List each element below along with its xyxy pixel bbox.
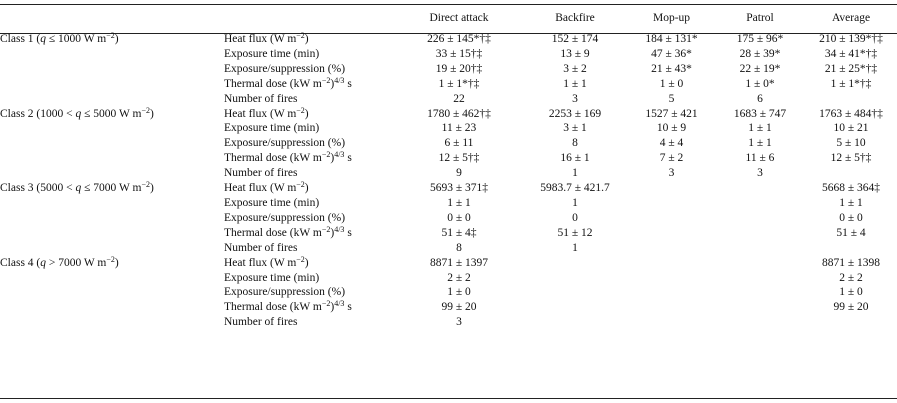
metric-label: Heat flux (W m (224, 182, 297, 195)
metric-label-cell (224, 256, 396, 271)
metric-tail: ) (304, 107, 309, 120)
class-condition: ≤ 5000 W m (81, 107, 142, 120)
metric-label: Exposure/suppression (%) (224, 211, 346, 224)
value-cell (522, 285, 628, 300)
class-variable: q (75, 182, 82, 195)
bottom-rule (0, 398, 897, 399)
metric-label: Exposure/suppression (%) (224, 286, 346, 299)
value-cell (628, 226, 715, 241)
table-row (0, 181, 897, 196)
value-cell: 51 ± 4‡ (441, 226, 477, 239)
class-condition: > 7000 W m (46, 256, 107, 269)
value-cell: 16 ± 1 (560, 152, 590, 165)
value-cell: 1 ± 1 (748, 137, 772, 150)
value-cell: 51 ± 4 (836, 226, 866, 239)
value-cell: 3 (757, 167, 763, 180)
value-cell: 11 ± 6 (745, 152, 775, 165)
class-condition: ≤ 7000 W m (81, 182, 142, 195)
value-cell: 22 (453, 92, 465, 105)
value-cell: 8871 ± 1398 (821, 256, 881, 269)
value-cell: 0 (572, 211, 578, 224)
class-exponent: −2 (141, 180, 150, 190)
metric-label-cell (224, 211, 396, 226)
value-cell: 1 ± 1 (839, 196, 863, 209)
value-cell: 10 ± 9 (656, 122, 687, 135)
class-label-cell (0, 77, 224, 92)
value-cell (628, 241, 715, 256)
table-row (0, 285, 897, 300)
table-row (0, 271, 897, 286)
value-cell: 1 (572, 167, 578, 180)
value-cell: 1683 ± 747 (733, 107, 787, 120)
class-label-cell (0, 121, 224, 136)
value-cell: 1 (572, 196, 578, 209)
value-cell: 1 ± 0 (839, 286, 863, 299)
value-cell: 152 ± 174 (551, 33, 599, 45)
value-cell (628, 181, 715, 196)
metric-label-cell (224, 300, 396, 315)
table-row (0, 226, 897, 241)
value-cell (715, 285, 805, 300)
metric-label: Number of fires (224, 92, 298, 105)
value-cell: 3 (668, 167, 675, 180)
value-cell (522, 271, 628, 286)
value-cell: 1 ± 1*†‡ (830, 77, 872, 90)
class-close: ) (114, 33, 119, 45)
class-exponent: −2 (106, 31, 115, 40)
class-label-cell (0, 211, 224, 226)
class-close: ) (149, 182, 154, 195)
table-row (0, 77, 897, 92)
metric-label-cell (224, 62, 396, 77)
column-header: Mop-up (652, 12, 691, 24)
class-label-cell (0, 241, 224, 256)
value-cell: 33 ± 15†‡ (435, 47, 483, 60)
class-label-cell (0, 196, 224, 211)
value-cell: 8 (572, 137, 578, 150)
value-cell (715, 300, 805, 315)
column-header: Direct attack (429, 12, 489, 24)
value-cell (628, 285, 715, 300)
class-label-cell (0, 256, 224, 271)
metric-label: Number of fires (224, 241, 298, 254)
value-cell (628, 211, 715, 226)
value-cell: 3 (572, 92, 578, 105)
value-cell: 51 ± 12 (557, 226, 593, 239)
metric-tail-2: s (344, 301, 352, 314)
value-cell (715, 226, 805, 241)
metric-tail: ) (330, 77, 335, 90)
column-header: Backfire (555, 12, 595, 24)
metric-tail-2: s (344, 77, 352, 90)
metric-label: Heat flux (W m (224, 33, 297, 45)
value-cell: 1 ± 0 (659, 77, 684, 90)
value-cell: 1780 ± 462†‡ (427, 107, 491, 120)
metric-tail-2: s (344, 152, 352, 165)
value-cell: 0 ± 0 (447, 211, 471, 224)
table-row (0, 256, 897, 271)
metric-label-cell (224, 107, 396, 122)
metric-exponent-2: 4/3 (334, 150, 345, 160)
metric-exponent-2: 4/3 (334, 224, 345, 234)
value-cell (715, 241, 805, 256)
metric-exponent: −2 (321, 150, 331, 160)
metric-label-cell (224, 226, 396, 241)
class-label-cell (0, 181, 224, 196)
metric-label: Number of fires (224, 316, 298, 329)
metric-label: Exposure/suppression (%) (224, 137, 346, 150)
column-header: Average (831, 12, 871, 24)
value-cell: 19 ± 20†‡ (435, 62, 483, 75)
metric-label-cell (224, 151, 396, 166)
metric-label-cell (224, 181, 396, 196)
metric-label: Exposure time (min) (224, 271, 320, 284)
class-exponent: −2 (106, 254, 115, 264)
metric-label: Heat flux (W m (224, 107, 297, 120)
value-cell: 22 ± 19* (739, 62, 781, 75)
metric-exponent-2: 4/3 (334, 299, 345, 309)
metric-tail: ) (330, 301, 335, 314)
value-cell: 0 ± 0 (839, 211, 863, 224)
value-cell (715, 211, 805, 226)
value-cell (522, 300, 628, 315)
value-cell: 10 ± 21 (833, 122, 869, 135)
value-cell (522, 256, 628, 271)
header-blank-metric (224, 5, 396, 32)
value-cell: 8871 ± 1397 (429, 256, 489, 269)
table-row (0, 62, 897, 77)
value-cell: 13 ± 9 (560, 47, 590, 60)
value-cell: 2253 ± 169 (548, 107, 602, 120)
class-label-cell (0, 92, 224, 107)
value-cell: 5 ± 10 (836, 137, 866, 150)
table-row (0, 121, 897, 136)
value-cell: 1 ± 1 (563, 77, 587, 90)
value-cell (715, 315, 805, 330)
value-cell: 3 ± 1 (563, 122, 587, 135)
class-variable: q (40, 33, 46, 45)
value-cell: 1763 ± 484†‡ (819, 107, 883, 120)
value-cell: 210 ± 139*†‡ (819, 33, 883, 45)
metric-label-cell (224, 196, 396, 211)
metric-tail: ) (330, 226, 335, 239)
table-row (0, 136, 897, 151)
value-cell: 1 ± 1*†‡ (438, 77, 480, 90)
value-cell: 11 ± 23 (441, 122, 477, 135)
table-row (0, 166, 897, 181)
metric-tail-2: s (344, 226, 352, 239)
metric-exponent: −2 (321, 224, 331, 234)
table-row (0, 107, 897, 122)
class-label-cell (0, 136, 224, 151)
value-cell (628, 300, 715, 315)
value-cell: 1 (572, 241, 578, 254)
value-cell (522, 315, 628, 330)
value-cell: 99 ± 20 (441, 301, 477, 314)
value-cell: 2 ± 2 (839, 271, 863, 284)
value-cell (805, 241, 897, 256)
value-cell: 1527 ± 421 (645, 107, 698, 120)
class-label-cell (0, 315, 224, 330)
class-label-cell (0, 285, 224, 300)
table-row (0, 47, 897, 62)
metric-exponent: −2 (296, 31, 305, 40)
metric-exponent: −2 (296, 180, 305, 190)
class-condition: ≤ 1000 W m (46, 33, 107, 45)
class-label-cell (0, 300, 224, 315)
metric-label-cell (224, 136, 396, 151)
metric-label-cell (224, 241, 396, 256)
class-label: Class 3 (5000 < (0, 182, 76, 195)
value-cell: 1 ± 1 (447, 196, 471, 209)
class-label-cell (0, 226, 224, 241)
metric-tail: ) (304, 33, 309, 45)
metric-tail: ) (304, 182, 309, 195)
value-cell: 8 (456, 241, 462, 254)
class-label: Class 1 ( (0, 33, 41, 45)
value-cell: 3 ± 2 (563, 62, 587, 75)
class-label-cell (0, 62, 224, 77)
value-cell (715, 256, 805, 271)
value-cell: 5693 ± 371‡ (429, 182, 489, 195)
class-variable: q (40, 256, 46, 269)
value-cell: 226 ± 145*†‡ (427, 33, 491, 45)
value-cell: 2 ± 2 (447, 271, 471, 284)
value-cell: 1 ± 0 (447, 286, 471, 299)
class-label-cell (0, 47, 224, 62)
class-label-cell (0, 166, 224, 181)
table-row (0, 211, 897, 226)
value-cell: 7 ± 2 (659, 152, 684, 165)
table-row (0, 300, 897, 315)
metric-label: Thermal dose (kW m (224, 152, 322, 165)
header-row (0, 5, 897, 32)
value-cell: 5 (668, 92, 675, 105)
value-cell: 47 ± 36* (651, 47, 692, 60)
value-cell (628, 271, 715, 286)
value-cell (628, 315, 715, 330)
metric-label: Thermal dose (kW m (224, 77, 322, 90)
value-cell: 34 ± 41*†‡ (824, 47, 878, 60)
metric-tail: ) (330, 152, 335, 165)
metric-exponent: −2 (296, 105, 305, 115)
value-cell (715, 181, 805, 196)
metric-label: Exposure/suppression (%) (224, 62, 346, 75)
metric-label: Heat flux (W m (224, 256, 297, 269)
class-exponent: −2 (141, 105, 150, 115)
metric-label-cell (224, 32, 396, 47)
column-header: Patrol (746, 12, 774, 24)
value-cell (805, 92, 897, 107)
class-close: ) (149, 107, 154, 120)
table-row (0, 32, 897, 47)
metric-exponent-2: 4/3 (334, 75, 345, 85)
metric-label: Exposure time (min) (224, 122, 320, 135)
value-cell: 12 ± 5†‡ (438, 152, 480, 165)
metric-label-cell (224, 121, 396, 136)
table-row (0, 196, 897, 211)
value-cell: 184 ± 131* (645, 33, 698, 45)
value-cell (715, 271, 805, 286)
value-cell: 175 ± 96* (736, 33, 784, 45)
value-cell: 28 ± 39* (739, 47, 781, 60)
metric-label: Thermal dose (kW m (224, 301, 322, 314)
value-cell (805, 315, 897, 330)
metric-exponent: −2 (321, 299, 331, 309)
value-cell: 21 ± 25*†‡ (824, 62, 878, 75)
value-cell: 6 ± 11 (444, 137, 474, 150)
class-variable: q (75, 107, 82, 120)
metric-label-cell (224, 285, 396, 300)
data-table (0, 5, 897, 330)
header-blank-class (0, 5, 224, 32)
value-cell: 3 (456, 316, 462, 329)
value-cell: 21 ± 43* (651, 62, 692, 75)
metric-tail: ) (304, 256, 309, 269)
class-label-cell (0, 151, 224, 166)
metric-exponent: −2 (296, 254, 305, 264)
metric-label: Thermal dose (kW m (224, 226, 322, 239)
class-label-cell (0, 271, 224, 286)
metric-label-cell (224, 166, 396, 181)
value-cell (715, 196, 805, 211)
metric-exponent: −2 (321, 75, 331, 85)
value-cell: 1 ± 0* (745, 77, 775, 90)
value-cell (628, 196, 715, 211)
value-cell: 1 ± 1 (748, 122, 772, 135)
table-row (0, 92, 897, 107)
value-cell: 5668 ± 364‡ (821, 182, 881, 195)
class-label-cell (0, 32, 224, 47)
table-row (0, 241, 897, 256)
class-close: ) (114, 256, 119, 269)
value-cell: 99 ± 20 (833, 301, 869, 314)
metric-label-cell (224, 47, 396, 62)
value-cell: 9 (456, 167, 462, 180)
metric-label-cell (224, 315, 396, 330)
metric-label: Exposure time (min) (224, 47, 320, 60)
metric-label-cell (224, 77, 396, 92)
class-label: Class 2 (1000 < (0, 107, 76, 120)
class-label: Class 4 ( (0, 256, 41, 269)
value-cell: 6 (757, 92, 763, 105)
value-cell (805, 166, 897, 181)
table-row (0, 151, 897, 166)
metric-label-cell (224, 92, 396, 107)
value-cell: 12 ± 5†‡ (830, 152, 872, 165)
value-cell (628, 256, 715, 271)
metric-label: Number of fires (224, 167, 298, 180)
value-cell: 4 ± 4 (659, 137, 684, 150)
class-label-cell (0, 107, 224, 122)
table-row (0, 315, 897, 330)
metric-label: Exposure time (min) (224, 196, 320, 209)
value-cell: 5983.7 ± 421.7 (540, 182, 610, 195)
metric-label-cell (224, 271, 396, 286)
